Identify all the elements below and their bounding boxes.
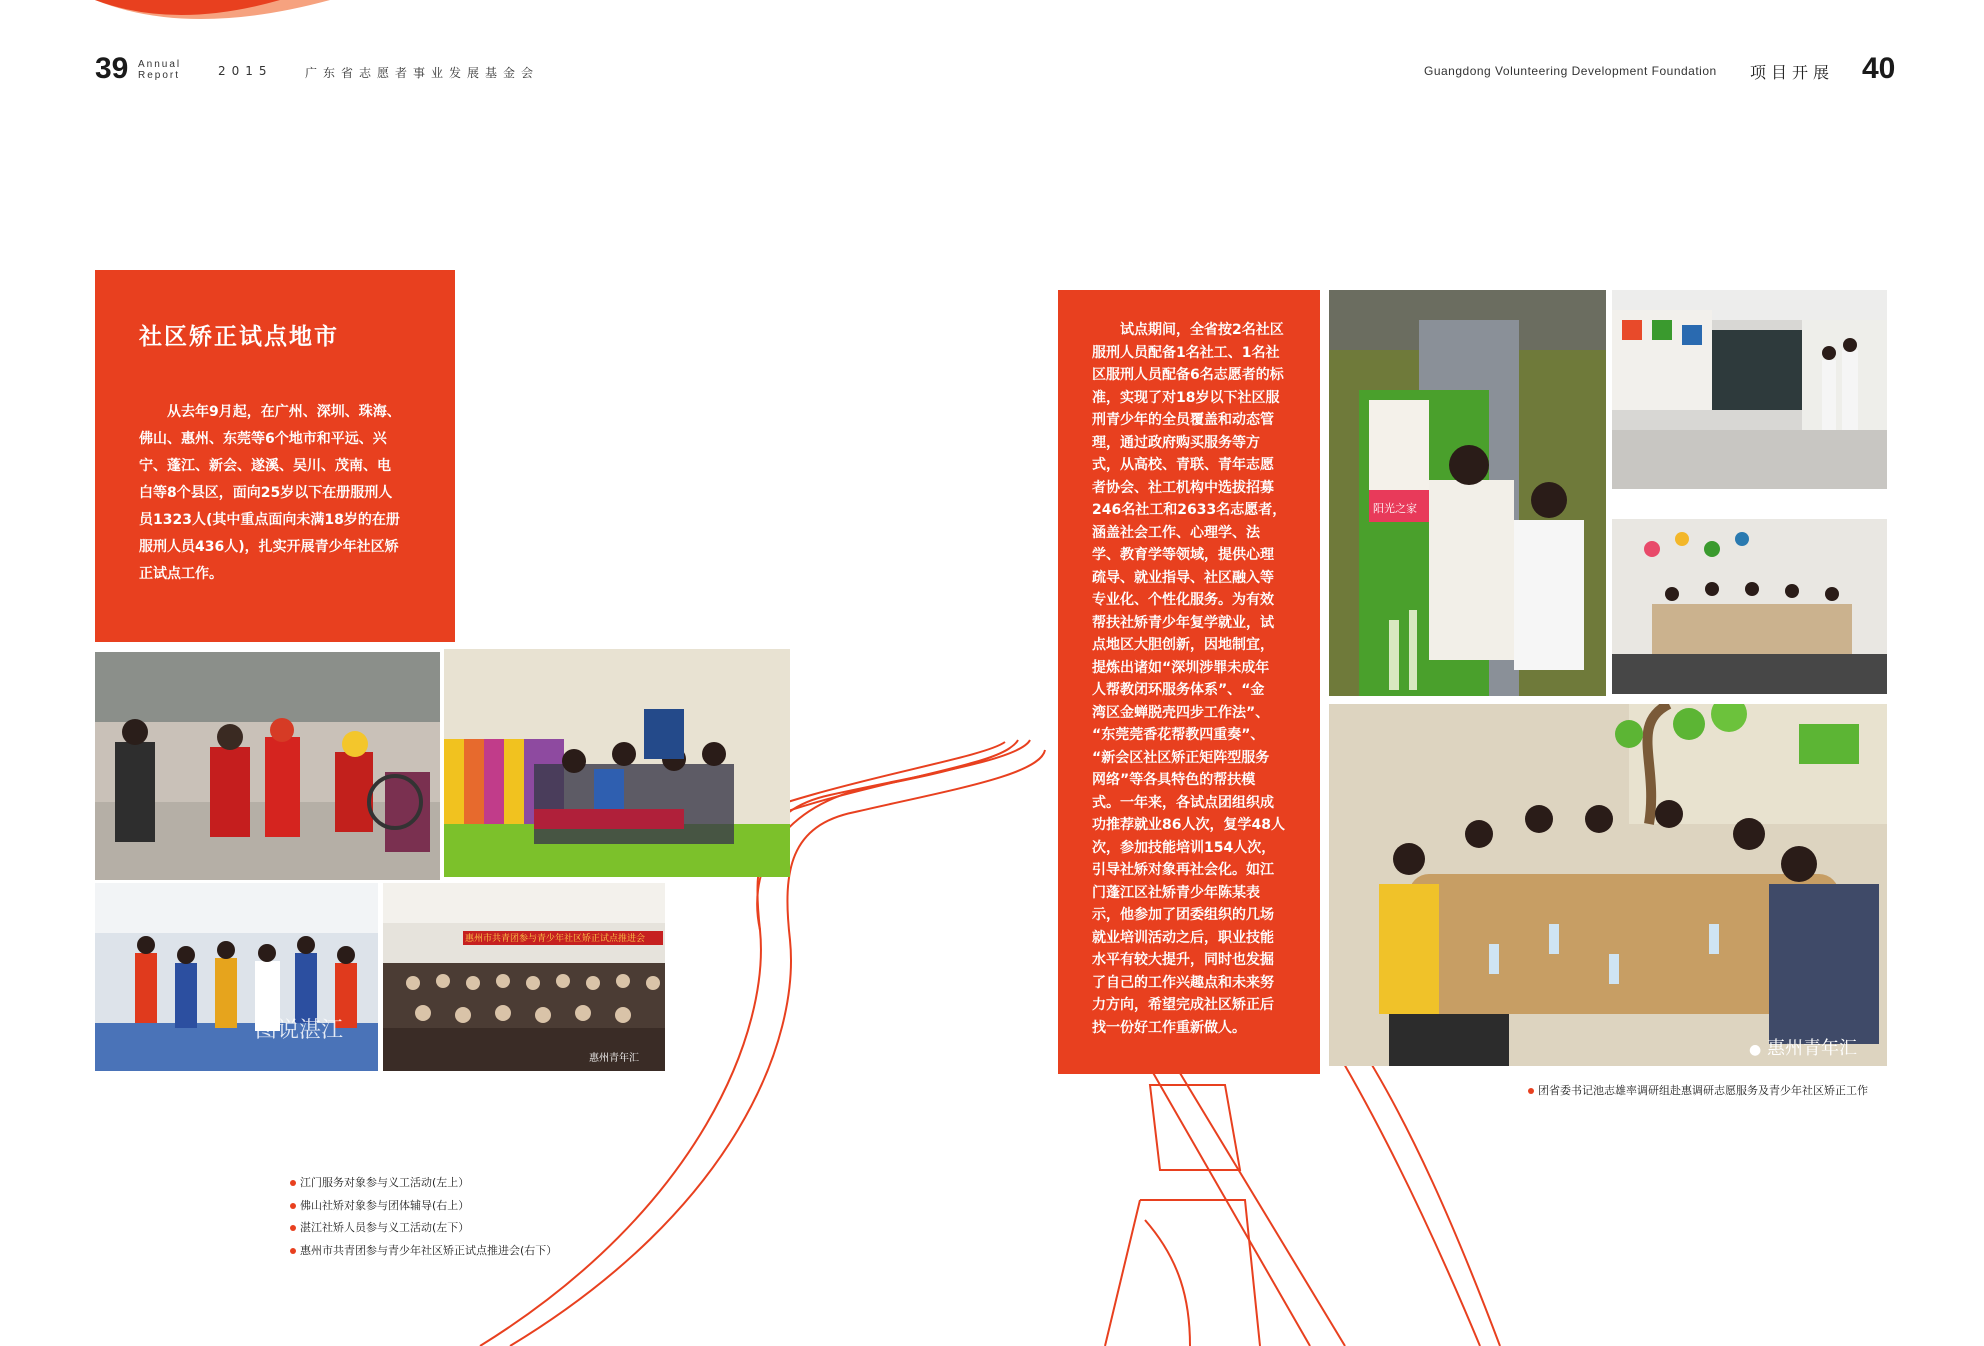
bullet-icon: [1528, 1088, 1534, 1094]
left-box-body: 从去年9月起，在广州、深圳、珠海、 佛山、惠州、东莞等6个地市和平远、兴 宁、蓬江、新会、遂溪、吴川、茂南、电 白等8个县区，面向25岁以下在册服刑人 员1323人(其中重点面向未满18岁的在册 服刑人员436人)，扎实开展青少年社区矫 正试点工作。: [139, 404, 401, 582]
bullet-icon: [290, 1203, 296, 1209]
photo-visit-roundtable: [1329, 704, 1887, 1066]
wechat-icon: ●: [1749, 1042, 1762, 1058]
watermark-big-text: 惠州青年汇: [1766, 1038, 1857, 1059]
left-captions: [290, 1174, 557, 1264]
middle-text-box: [1058, 290, 1320, 1074]
header-year: 2015: [218, 64, 273, 78]
bullet-icon: [290, 1180, 296, 1186]
wall-sign-text: 阳光之家: [1373, 502, 1417, 515]
header-section-title: 项目开展: [1750, 63, 1835, 82]
caption-item: [290, 1174, 557, 1197]
header-org-en: Guangdong Volunteering Development Foundation: [1424, 64, 1717, 78]
middle-box-body: 试点期间，全省按2名社区 服刑人员配备1名社工、1名社 区服刑人员配备6名志愿者的标 准，实现了对18岁以下社区服 刑青少年的全员覆盖和动态管 理，通过政府购买服务等方 式，从高校、青联、青年志愿 者协会、社工机构中选拔招募 246名社工和2633名志愿者， 涵盖社会工作、心理学、法 学、教育学等领域，提供心理 疏导、就业指导、社区融入等 专业化、个性化服务。为有效 帮扶社矫青少年复学就业，试 点地区大胆创新，因地制宜， 提炼出诸如“深圳涉罪未成年 人帮教闭环服务体系”、“金 湾区金蝉脱壳四步工作法”、 “东莞莞香花帮教四重奏”、 “新会区社区矫正矩阵型服务 网络”等各具特色的帮扶模 式。一年来，各试点团组织成 功推荐就业86人次，复学48人 次，参加技能培训154人次， 引导社矫对象再社会化。如江 门蓬江区社矫青少年陈某表 示，他参加了团委组织的几场 就业培训活动之后，职业技能 水平有较大提升，同时也发掘 了自己的工作兴趣点和未来努 力方向，希望完成社区矫正后 找一份好工作重新做人。: [1092, 322, 1287, 1036]
left-text-box: [95, 270, 455, 642]
caption-item: [290, 1242, 557, 1265]
photo-visit-wall-sign: [1329, 290, 1606, 696]
caption-item: [290, 1219, 557, 1242]
header-org-cn: 广东省志愿者事业发展基金会: [305, 66, 540, 80]
watermark-stamp: 图说湛江: [255, 1018, 344, 1043]
left-page-number: 39: [95, 52, 129, 85]
caption-item: [290, 1197, 557, 1220]
photo-jiangmen-volunteering: [95, 652, 440, 880]
caption-text: 惠州市共青团参与青少年社区矫正试点推进会(右下）: [300, 1243, 558, 1257]
caption-text: 佛山社矫对象参与团体辅导(右上）: [300, 1198, 470, 1212]
report-line: Report: [138, 70, 181, 81]
meeting-banner: 惠州市共青团参与青少年社区矫正试点推进会: [465, 934, 646, 944]
bullet-icon: [290, 1225, 296, 1231]
photo-visit-corridor: [1612, 290, 1887, 489]
right-caption-text: 团省委书记池志雄率调研组赴惠调研志愿服务及青少年社区矫正工作: [1538, 1084, 1868, 1097]
photo-foshan-group-counseling: [444, 649, 790, 877]
right-caption: [1528, 1082, 1868, 1098]
caption-text: 江门服务对象参与义工活动(左上）: [300, 1176, 470, 1189]
watermark-small: 惠州青年汇: [589, 1053, 639, 1064]
annual-report-label: [138, 59, 181, 81]
right-page-number: 40: [1862, 52, 1896, 85]
bullet-icon: [290, 1248, 296, 1254]
caption-text: 湛江社矫人员参与义工活动(左下）: [300, 1221, 470, 1234]
left-box-title: 社区矫正试点地市: [139, 324, 339, 350]
photo-zhanjiang-volunteering: [95, 883, 378, 1071]
annual-line: Annual: [138, 59, 182, 70]
watermark-big: [1749, 1034, 1857, 1060]
photo-huizhou-meeting: [383, 883, 665, 1071]
photo-visit-meeting-room: [1612, 494, 1887, 694]
